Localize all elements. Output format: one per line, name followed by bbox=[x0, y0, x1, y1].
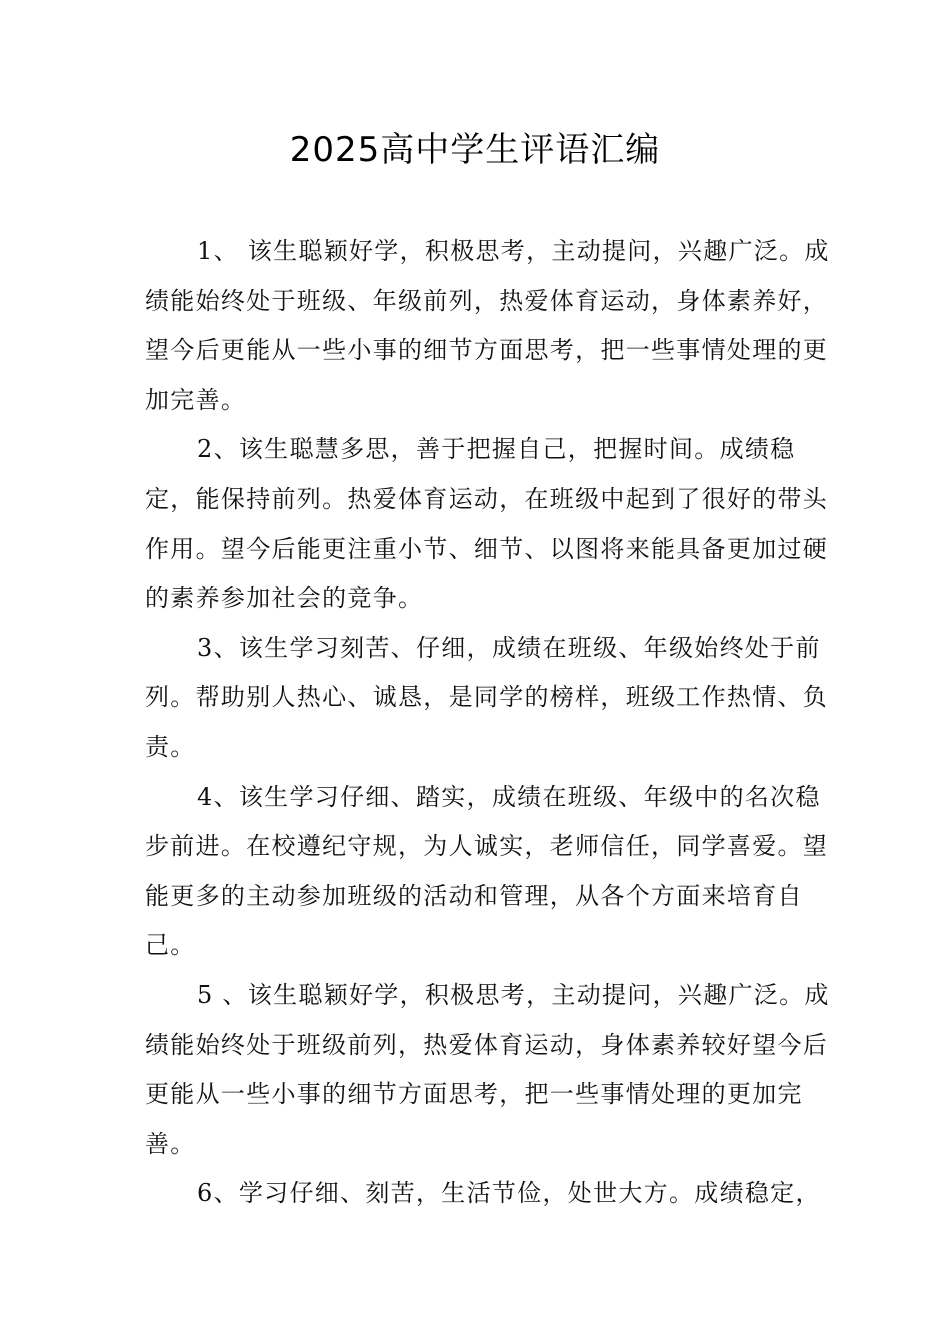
comment-paragraph-1: 1、 该生聪颖好学，积极思考，主动提问，兴趣广泛。成绩能始终处于班级、年级前列，热爱体育运动，身体素养好，望今后更能从一些小事的细节方面思考，把一些事情处理的更加完善。 bbox=[145, 237, 830, 414]
comment-paragraph-2: 2、该生聪慧多思，善于把握自己，把握时间。成绩稳定，能保持前列。热爱体育运动，在班级中起到了很好的带头作用。望今后能更注重小节、细节、以图将来能具备更加过硬的素养参加社会的竞争。 bbox=[145, 435, 829, 613]
comment-paragraph-6: 6、学习仔细、刻苦，生活节俭，处世大方。成绩稳定， bbox=[197, 1179, 821, 1208]
comment-paragraph-4: 4、该生学习仔细、踏实，成绩在班级、年级中的名次稳步前进。在校遵纪守规，为人诚实，老师信任，同学喜爱。望能更多的主动参加班级的活动和管理，从各个方面来培育自己。 bbox=[145, 782, 829, 960]
comment-paragraph-3: 3、该生学习刻苦、仔细，成绩在班级、年级始终处于前列。帮助别人热心、诚恳，是同学的榜样，班级工作热情、负责。 bbox=[145, 633, 829, 761]
document-title: 2025高中学生评语汇编 bbox=[289, 130, 661, 170]
comment-paragraph-5: 5 、该生聪颖好学，积极思考，主动提问，兴趣广泛。成绩能始终处于班级前列，热爱体育运动，身体素养较好望今后更能从一些小事的细节方面思考，把一些事情处理的更加完善。 bbox=[145, 980, 830, 1158]
document-body bbox=[145, 227, 835, 1219]
